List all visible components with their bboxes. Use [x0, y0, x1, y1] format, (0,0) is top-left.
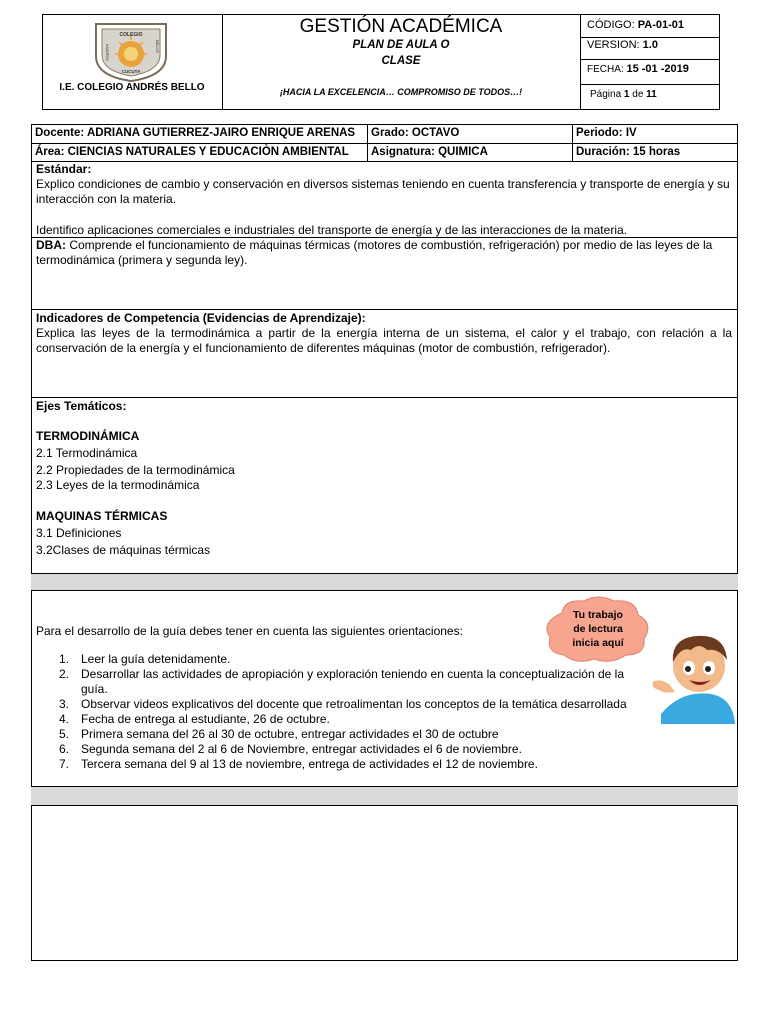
list-number: 2.: [59, 667, 70, 681]
svg-text:BELLO: BELLO: [155, 40, 160, 53]
list-item: [59, 667, 643, 697]
motto: ¡HACIA LA EXCELENCIA… COMPROMISO DE TODOS…!: [279, 87, 523, 97]
list-text: Tercera semana del 9 al 13 de noviembre, entrega de actividades el 12 de noviembre.: [81, 757, 538, 771]
codigo-value: PA-01-01: [637, 19, 684, 31]
fecha-row: [587, 63, 689, 75]
bubble-line-1: Tu trabajo: [573, 609, 623, 621]
list-text: Primera semana del 26 al 30 de octubre, entregar actividades el 30 de octubre: [81, 727, 499, 741]
school-name: I.E. COLEGIO ANDRÉS BELLO: [59, 82, 205, 93]
pagina-label: Página: [590, 89, 622, 100]
version-label: VERSION:: [587, 39, 640, 51]
codigo-label: CÓDIGO:: [587, 19, 635, 31]
list-text: Fecha de entrega al estudiante, 26 de octubre.: [81, 712, 330, 726]
fecha-value: 15 -01 -2019: [626, 63, 689, 75]
version-value: 1.0: [642, 39, 658, 51]
version-row: [587, 39, 658, 51]
dba-block: [36, 238, 734, 268]
list-item: 2.2 Propiedades de la termodinámica: [36, 463, 235, 477]
orientaciones-list: [59, 652, 643, 772]
page-title: GESTIÓN ACADÉMICA: [299, 16, 503, 37]
header-divider-right: [580, 14, 581, 110]
section-title-termodinamica: TERMODINÁMICA: [36, 429, 140, 443]
section-title-maquinas: MAQUINAS TÉRMICAS: [36, 509, 168, 523]
duracion: Duración: 15 horas: [576, 146, 681, 158]
fecha-label: FECHA:: [587, 64, 624, 75]
indicadores-text: Explica las leyes de la termodinámica a partir de la energía interna de un sistema, el calor y el trabajo, con relación a la conservación de la energía y el funcionamiento de diferentes máquinas (motor de combustión, refrigerador).: [36, 326, 732, 355]
list-number: 6.: [59, 742, 70, 756]
dba-label: DBA:: [36, 238, 66, 252]
list-text: Leer la guía detenidamente.: [81, 652, 231, 666]
svg-text:ANDRES: ANDRES: [105, 44, 110, 61]
bubble-line-2: de lectura: [573, 623, 623, 635]
list-item: [59, 742, 643, 757]
orientaciones-intro: Para el desarrollo de la guía debes tener en cuenta las siguientes orientaciones:: [36, 624, 463, 638]
dba-text: Comprende el funcionamiento de máquinas térmicas (motores de combustión, refrigeración) por medio de las leyes de la termodinámica (primera y segunda ley).: [36, 238, 713, 267]
indicadores-label: Indicadores de Competencia (Evidencias de Aprendizaje):: [36, 311, 366, 325]
grado: Grado: OCTAVO: [371, 127, 460, 139]
list-item: [59, 757, 643, 772]
list-item: [59, 697, 643, 712]
list-text: Observar videos explicativos del docente que retroalimentan los conceptos de la temática desarrollada: [81, 697, 627, 711]
pagina-row: [590, 89, 657, 100]
docente: Docente: ADRIANA GUTIERREZ-JAIRO ENRIQUE ARENAS: [35, 127, 356, 139]
estandar-label: Estándar:: [36, 162, 92, 176]
subtitle-line1: PLAN DE AULA O: [352, 39, 450, 51]
list-item: 2.3 Leyes de la termodinámica: [36, 478, 200, 492]
estandar-text-2: Identifico aplicaciones comerciales e industriales del transporte de energía y de las interacciones de la materia.: [36, 223, 627, 237]
list-number: 7.: [59, 757, 70, 771]
pagina-num: 1: [623, 89, 630, 100]
bubble-line-3: inicia aquí: [572, 637, 624, 649]
list-item: [59, 727, 643, 742]
ejes-label: Ejes Temáticos:: [36, 399, 127, 413]
pagina-total: 11: [646, 89, 657, 100]
list-item: 2.1 Termodinámica: [36, 446, 138, 460]
gray-band-1: [31, 573, 738, 591]
periodo: Periodo: IV: [576, 127, 637, 139]
gray-band-2: [31, 786, 738, 806]
pagina-de: de: [632, 89, 644, 100]
estandar-text-1: Explico condiciones de cambio y conservación en diversos sistemas teniendo en cuenta transferencia y transporte de energía y su interacción con la materia.: [36, 177, 730, 206]
svg-text:CUCUTA: CUCUTA: [121, 69, 141, 74]
list-number: 1.: [59, 652, 70, 666]
list-item: 3.1 Definiciones: [36, 526, 122, 540]
school-logo: [92, 20, 170, 82]
area: Área: CIENCIAS NATURALES Y EDUCACIÒN AMBIENTAL: [35, 146, 349, 158]
boy-illustration: [651, 632, 736, 724]
list-item: [59, 652, 643, 667]
list-item: [59, 712, 643, 727]
list-number: 5.: [59, 727, 70, 741]
list-text: Segunda semana del 2 al 6 de Noviembre, entregar actividades el 6 de noviembre.: [81, 742, 522, 756]
pointing-boy-icon: [651, 632, 736, 724]
main-table: [31, 161, 738, 961]
list-item: 3.2Clases de máquinas térmicas: [36, 543, 211, 557]
list-number: 3.: [59, 697, 70, 711]
list-number: 4.: [59, 712, 70, 726]
subtitle-line2: CLASE: [381, 55, 421, 67]
asignatura: Asignatura: QUIMICA: [371, 146, 488, 158]
school-shield-icon: [92, 20, 170, 82]
codigo-row: [587, 19, 684, 31]
list-text: Desarrollar las actividades de apropiación y exploración teniendo en cuenta la conceptualización de la guía.: [81, 667, 625, 696]
svg-text:COLEGIO: COLEGIO: [119, 32, 143, 38]
